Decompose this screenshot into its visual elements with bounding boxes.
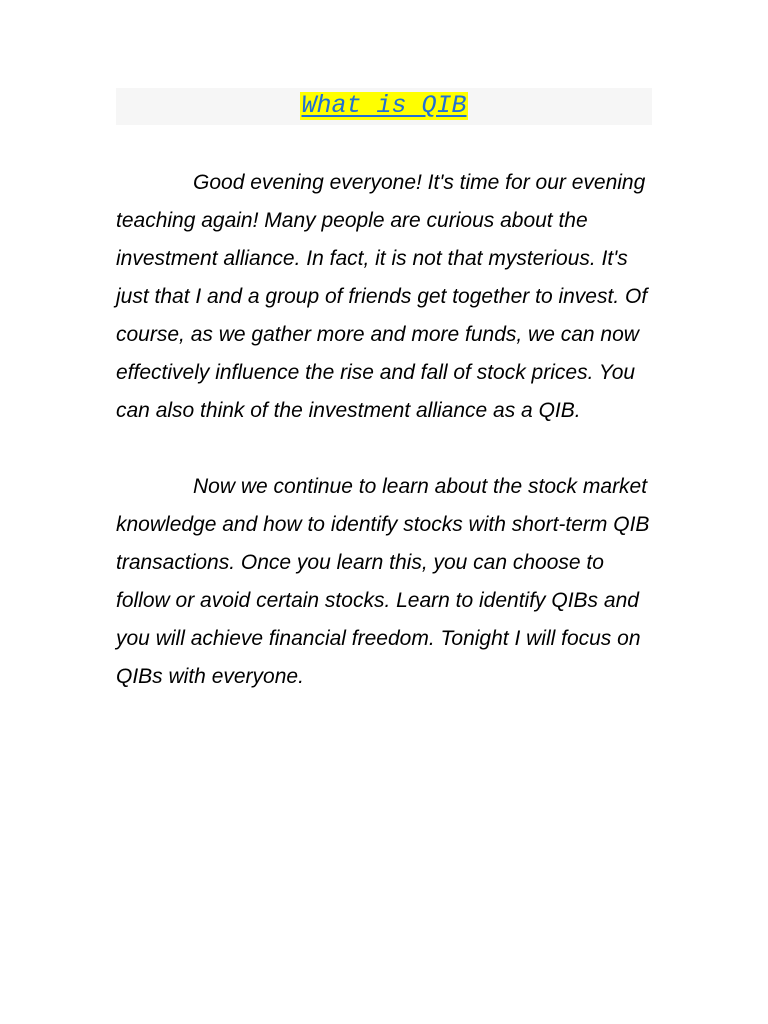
document-body xyxy=(116,164,652,696)
paragraph-continue: Now we continue to learn about the stock market knowledge and how to identify stocks with short-term QIB transactions. Once you learn this, you can choose to follow or avoid certain stocks. Learn to identify QIBs and you will achieve financial freedom. Tonight I will focus on QIBs with everyone. xyxy=(116,475,650,688)
title-bar xyxy=(116,88,652,125)
paragraph-spacer xyxy=(116,430,652,468)
paragraph-intro: Good evening everyone! It's time for our evening teaching again! Many people are curious about the investment alliance. In fact, it is not that mysterious. It's just that I and a group of friends get together to invest. Of course, as we gather more and more funds, we can now effectively influence the rise and fall of stock prices. You can also think of the investment alliance as a QIB. xyxy=(116,171,648,422)
page-title: What is QIB xyxy=(301,91,467,120)
